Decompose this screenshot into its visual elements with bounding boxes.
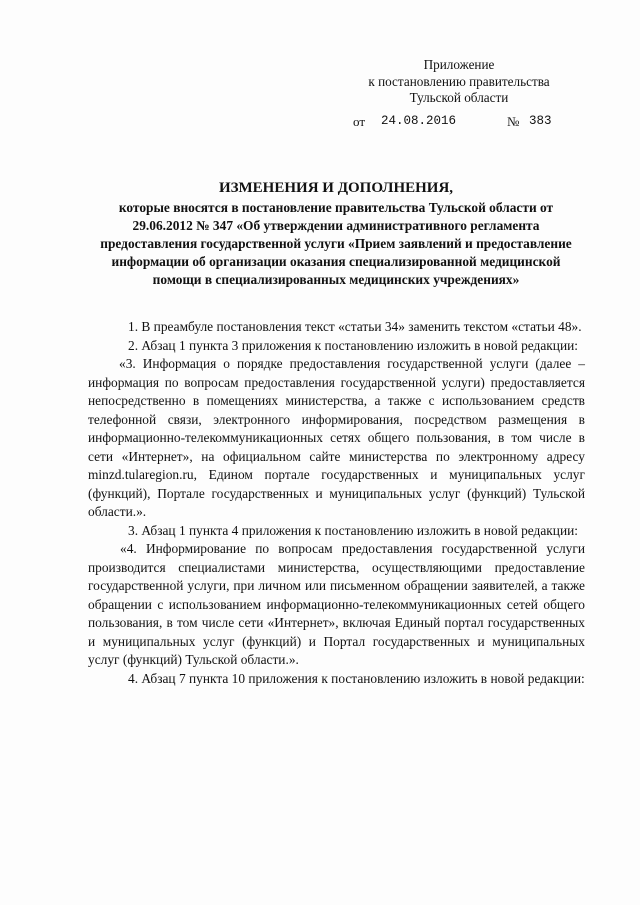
appendix-line-1: Приложение <box>423 57 495 72</box>
document-date: 24.08.2016 <box>381 114 457 128</box>
paragraph-6: 4. Абзац 7 пункта 10 приложения к постановлению изложить в новой редакции: <box>128 670 585 686</box>
date-from-label: от <box>353 114 366 129</box>
document-body <box>88 318 585 688</box>
paragraph-3-quote: «3. Информация о порядке предоставления государственной услуги (далее – информация по вопросам предоставления государственной услуги) предоставляется непосредственно в помещениях министерства, а также с использованием средств телефонной связи, электронного информирования, посредством размещения в информационно-телекоммуникационных сетях общего пользования, в том числе в сети «Интернет», на официальном сайте министерства по электронному адресу minzd.tularegion.ru, Едином портале государственных и муниципальных услуг (функций), Портале государственных и муниципальных услуг (функций) Тульской области.». <box>88 356 585 519</box>
document-heading <box>88 179 584 289</box>
heading-title: ИЗМЕНЕНИЯ И ДОПОЛНЕНИЯ, <box>218 180 454 196</box>
document-number: 383 <box>529 114 552 128</box>
appendix-line-2: к постановлению правительства <box>368 73 550 89</box>
heading-subtitle: которые вносятся в постановление правительства Тульской области от 29.06.2012 № 347 «Об утверждении административного регламента предоставления государственной услуги «Прием заявлений и предоставление информации об организации оказания специализированной медицинской помощи в специализированных медицинских учреждениях» <box>100 200 572 287</box>
paragraph-1: 1. В преамбуле постановления текст «статьи 34» заменить текстом «статьи 48». <box>128 319 582 334</box>
paragraph-2: 2. Абзац 1 пункта 3 приложения к постановлению изложить в новой редакции: <box>128 337 579 353</box>
paragraph-4: 3. Абзац 1 пункта 4 приложения к постановлению изложить в новой редакции: <box>128 522 579 538</box>
appendix-line-3: Тульской области <box>409 90 509 105</box>
number-label: № <box>507 114 520 129</box>
paragraph-5-quote: «4. Информирование по вопросам предоставления государственной услуги производится специалистами министерства, осуществляющими предоставление государственной услуги, при личном или письменном обращении заявителей, а также обращении с использованием информационно-телекоммуникационных сетей общего пользования, в том числе сети «Интернет», включая Единый портал государственных и муниципальных услуг (функций) и Портал государственных и муниципальных услуг (функций) Тульской области.». <box>88 541 585 667</box>
appendix-header <box>352 57 566 107</box>
